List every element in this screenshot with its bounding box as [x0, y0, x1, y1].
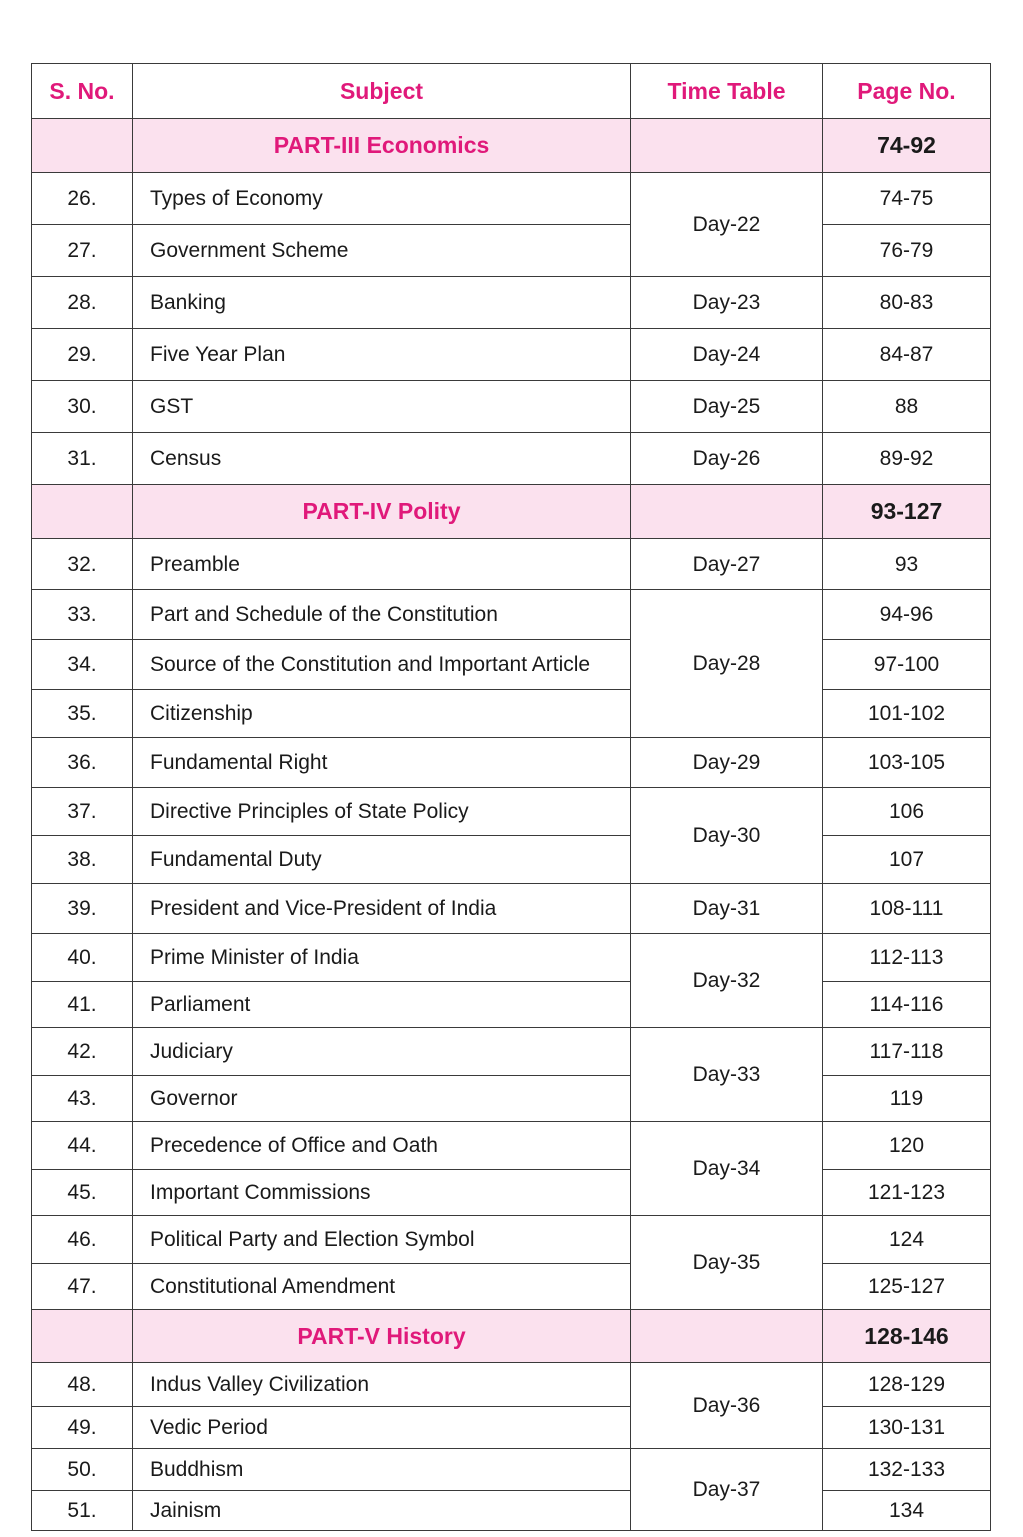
subject-name: Important Commissions	[133, 1170, 631, 1216]
serial-number: 34.	[32, 640, 133, 690]
subject-name: Indus Valley Civilization	[133, 1363, 631, 1407]
subject-name: Part and Schedule of the Constitution	[133, 590, 631, 640]
subject-name: Precedence of Office and Oath	[133, 1122, 631, 1170]
part-timetable-cell	[631, 119, 823, 173]
part-timetable-cell	[631, 1310, 823, 1363]
subject-name: GST	[133, 381, 631, 433]
serial-number: 43.	[32, 1076, 133, 1122]
table-row	[32, 1216, 991, 1264]
serial-number: 32.	[32, 539, 133, 590]
serial-number: 51.	[32, 1491, 133, 1531]
serial-number: 33.	[32, 590, 133, 640]
subject-name: Directive Principles of State Policy	[133, 788, 631, 836]
part-row	[32, 485, 991, 539]
part-sno-cell	[32, 119, 133, 173]
page-number: 74-75	[823, 173, 991, 225]
page-number: 89-92	[823, 433, 991, 485]
timetable-day: Day-29	[631, 738, 823, 788]
timetable-day: Day-36	[631, 1363, 823, 1449]
table-row	[32, 1491, 991, 1531]
serial-number: 45.	[32, 1170, 133, 1216]
timetable-day: Day-35	[631, 1216, 823, 1310]
table-row	[32, 329, 991, 381]
timetable-day: Day-28	[631, 590, 823, 738]
serial-number: 46.	[32, 1216, 133, 1264]
table-row	[32, 1170, 991, 1216]
serial-number: 27.	[32, 225, 133, 277]
table-row	[32, 590, 991, 640]
timetable-day: Day-25	[631, 381, 823, 433]
timetable-day: Day-32	[631, 934, 823, 1028]
table-row	[32, 1363, 991, 1407]
page-number: 114-116	[823, 982, 991, 1028]
serial-number: 36.	[32, 738, 133, 788]
part-title: PART-III Economics	[133, 119, 631, 173]
part-page-range: 74-92	[823, 119, 991, 173]
table-row	[32, 738, 991, 788]
header-sno: S. No.	[32, 64, 133, 119]
table-row	[32, 836, 991, 884]
subject-name: Types of Economy	[133, 173, 631, 225]
table-row	[32, 1122, 991, 1170]
subject-name: Banking	[133, 277, 631, 329]
subject-name: Parliament	[133, 982, 631, 1028]
page-number: 76-79	[823, 225, 991, 277]
timetable-day: Day-23	[631, 277, 823, 329]
page-number: 88	[823, 381, 991, 433]
subject-name: Fundamental Duty	[133, 836, 631, 884]
subject-name: Census	[133, 433, 631, 485]
part-timetable-cell	[631, 485, 823, 539]
page-number: 128-129	[823, 1363, 991, 1407]
subject-name: Political Party and Election Symbol	[133, 1216, 631, 1264]
page-number: 101-102	[823, 690, 991, 738]
table-row	[32, 1449, 991, 1491]
table-row	[32, 982, 991, 1028]
serial-number: 49.	[32, 1407, 133, 1449]
page-number: 112-113	[823, 934, 991, 982]
page-number: 84-87	[823, 329, 991, 381]
table-row	[32, 884, 991, 934]
subject-name: Prime Minister of India	[133, 934, 631, 982]
subject-name: Buddhism	[133, 1449, 631, 1491]
page-number: 132-133	[823, 1449, 991, 1491]
serial-number: 31.	[32, 433, 133, 485]
timetable-day: Day-30	[631, 788, 823, 884]
timetable-day: Day-24	[631, 329, 823, 381]
page-number: 134	[823, 1491, 991, 1531]
serial-number: 37.	[32, 788, 133, 836]
page-number: 120	[823, 1122, 991, 1170]
timetable-day: Day-27	[631, 539, 823, 590]
table-row	[32, 690, 991, 738]
serial-number: 26.	[32, 173, 133, 225]
timetable-day: Day-22	[631, 173, 823, 277]
page-number: 121-123	[823, 1170, 991, 1216]
table-row	[32, 1076, 991, 1122]
subject-name: Source of the Constitution and Important Article	[133, 640, 631, 690]
serial-number: 44.	[32, 1122, 133, 1170]
subject-name: Government Scheme	[133, 225, 631, 277]
serial-number: 40.	[32, 934, 133, 982]
page-number: 124	[823, 1216, 991, 1264]
part-sno-cell	[32, 485, 133, 539]
subject-name: Judiciary	[133, 1028, 631, 1076]
serial-number: 29.	[32, 329, 133, 381]
serial-number: 28.	[32, 277, 133, 329]
serial-number: 42.	[32, 1028, 133, 1076]
subject-name: Preamble	[133, 539, 631, 590]
page-number: 107	[823, 836, 991, 884]
serial-number: 38.	[32, 836, 133, 884]
header-timetable: Time Table	[631, 64, 823, 119]
serial-number: 35.	[32, 690, 133, 738]
page-number: 94-96	[823, 590, 991, 640]
page-number: 97-100	[823, 640, 991, 690]
table-row	[32, 173, 991, 225]
part-sno-cell	[32, 1310, 133, 1363]
part-row	[32, 1310, 991, 1363]
timetable-day: Day-31	[631, 884, 823, 934]
table-row	[32, 1407, 991, 1449]
table-row	[32, 1264, 991, 1310]
header-subject: Subject	[133, 64, 631, 119]
page-number: 103-105	[823, 738, 991, 788]
timetable-day: Day-33	[631, 1028, 823, 1122]
table-row	[32, 381, 991, 433]
page-number: 106	[823, 788, 991, 836]
subject-name: Jainism	[133, 1491, 631, 1531]
subject-name: President and Vice-President of India	[133, 884, 631, 934]
table-row	[32, 433, 991, 485]
part-page-range: 128-146	[823, 1310, 991, 1363]
subject-name: Governor	[133, 1076, 631, 1122]
part-page-range: 93-127	[823, 485, 991, 539]
subject-name: Vedic Period	[133, 1407, 631, 1449]
serial-number: 41.	[32, 982, 133, 1028]
page-number: 117-118	[823, 1028, 991, 1076]
subject-name: Five Year Plan	[133, 329, 631, 381]
serial-number: 50.	[32, 1449, 133, 1491]
subject-name: Citizenship	[133, 690, 631, 738]
subject-name: Constitutional Amendment	[133, 1264, 631, 1310]
timetable-day: Day-34	[631, 1122, 823, 1216]
page-number: 130-131	[823, 1407, 991, 1449]
header-page: Page No.	[823, 64, 991, 119]
page-number: 119	[823, 1076, 991, 1122]
page-number: 125-127	[823, 1264, 991, 1310]
page-number: 93	[823, 539, 991, 590]
table-row	[32, 277, 991, 329]
serial-number: 39.	[32, 884, 133, 934]
table-row	[32, 640, 991, 690]
page-number: 108-111	[823, 884, 991, 934]
page-number: 80-83	[823, 277, 991, 329]
table-header-row	[32, 64, 991, 119]
table-row	[32, 539, 991, 590]
serial-number: 47.	[32, 1264, 133, 1310]
contents-table	[31, 63, 991, 1531]
subject-name: Fundamental Right	[133, 738, 631, 788]
table-row	[32, 788, 991, 836]
table-row	[32, 225, 991, 277]
timetable-day: Day-26	[631, 433, 823, 485]
table-body	[32, 119, 991, 1531]
table-row	[32, 1028, 991, 1076]
timetable-day: Day-37	[631, 1449, 823, 1531]
part-row	[32, 119, 991, 173]
part-title: PART-V History	[133, 1310, 631, 1363]
serial-number: 30.	[32, 381, 133, 433]
part-title: PART-IV Polity	[133, 485, 631, 539]
serial-number: 48.	[32, 1363, 133, 1407]
table-row	[32, 934, 991, 982]
